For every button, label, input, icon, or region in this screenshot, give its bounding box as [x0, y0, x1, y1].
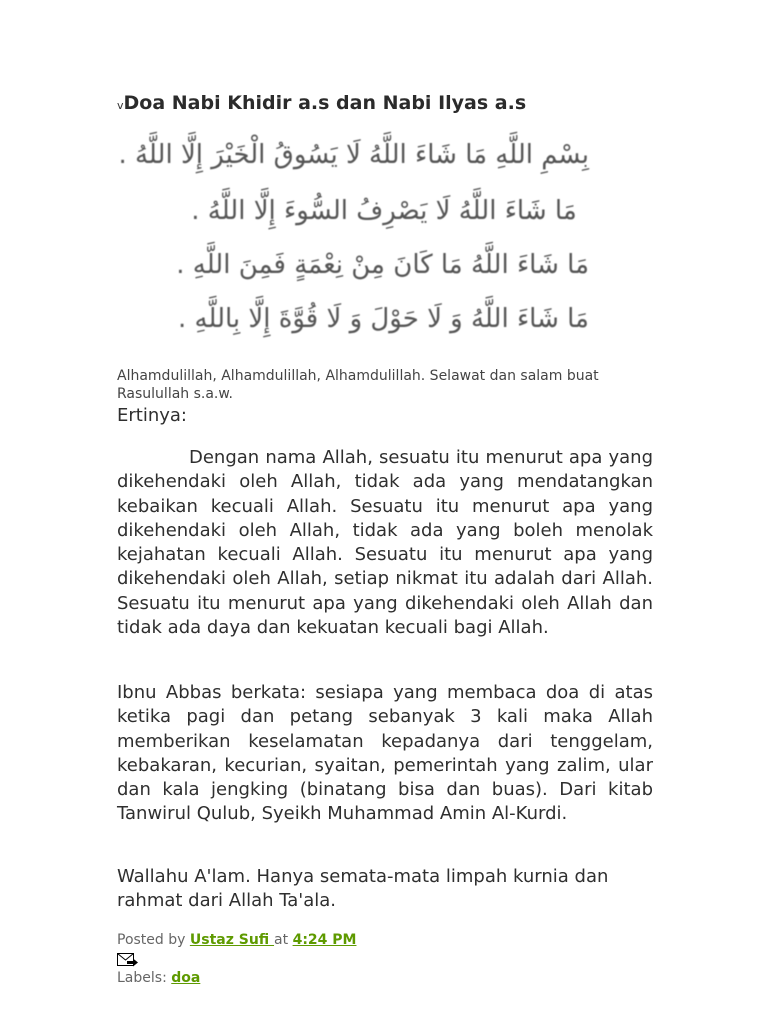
post-time-link[interactable]: 4:24 PM — [292, 932, 357, 948]
translation-paragraph: Dengan nama Allah, sesuatu itu menurut apa yang dikehendaki oleh Allah, tidak ada yang mendatangkan kebaikan kecuali Allah. Sesuatu itu menurut apa yang dikehendaki oleh Allah, tidak ada yang boleh menolak kejahatan kecuali Allah. Sesuatu itu menurut apa yang dikehendaki oleh Allah, setiap nikmat itu adalah dari Allah. Sesuatu itu menurut apa yang dikehendaki oleh Allah dan tidak ada daya dan kekuatan kecuali bagi Allah. — [117, 447, 653, 639]
post-title-row — [117, 92, 526, 114]
email-post-icon[interactable] — [117, 952, 139, 969]
author-link[interactable]: Ustaz Sufi — [189, 932, 275, 948]
ibnu-abbas-paragraph: Ibnu Abbas berkata: sesiapa yang membaca doa di atas ketika pagi dan petang sebanyak 3 kali maka Allah memberikan keselamatan kepadanya dari tenggelam, kebakaran, kecurian, syaitan, pemerintah yang zalim, ular dan kala jengking (binatang bisa dan buas). Dari kitab Tanwirul Qulub, Syeikh Muhammad Amin Al-Kurdi. — [117, 682, 653, 825]
arabic-line-2: مَا شَاءَ اللَّهُ لَا يَصْرِفُ السُّوءَ إِلَّا اللَّهُ . — [191, 196, 577, 226]
closing-paragraph: Wallahu A'lam. Hanya semata-mata limpah kurnia dan rahmat dari Allah Ta'ala. — [117, 866, 609, 912]
title-bullet: v — [117, 99, 124, 112]
labels-line — [117, 970, 200, 986]
arabic-doa-image — [118, 128, 589, 350]
intro-text: Alhamdulillah, Alhamdulillah, Alhamdulillah. Selawat dan salam buat Rasulullah s.a.w. — [117, 368, 599, 402]
labels-label: Labels: — [117, 970, 167, 986]
ertinya-heading: Ertinya: — [117, 405, 187, 426]
posted-by-label: Posted by — [117, 932, 186, 948]
label-doa-link[interactable]: doa — [171, 970, 201, 986]
arabic-line-3: مَا شَاءَ اللَّهُ مَا كَانَ مِنْ نِعْمَةٍ فَمِنَ اللَّهِ . — [176, 250, 589, 280]
post-footer-line — [117, 932, 356, 948]
arabic-line-1: بِسْمِ اللَّهِ مَا شَاءَ اللَّهُ لَا يَسُوقُ الْخَيْرَ إِلَّا اللَّهُ . — [118, 140, 589, 170]
post-title: Doa Nabi Khidir a.s dan Nabi Ilyas a.s — [123, 92, 527, 114]
at-label: at — [274, 932, 289, 948]
arabic-line-4: مَا شَاءَ اللَّهُ وَ لَا حَوْلَ وَ لَا قُوَّةَ إِلَّا بِاللَّهِ . — [178, 304, 589, 334]
